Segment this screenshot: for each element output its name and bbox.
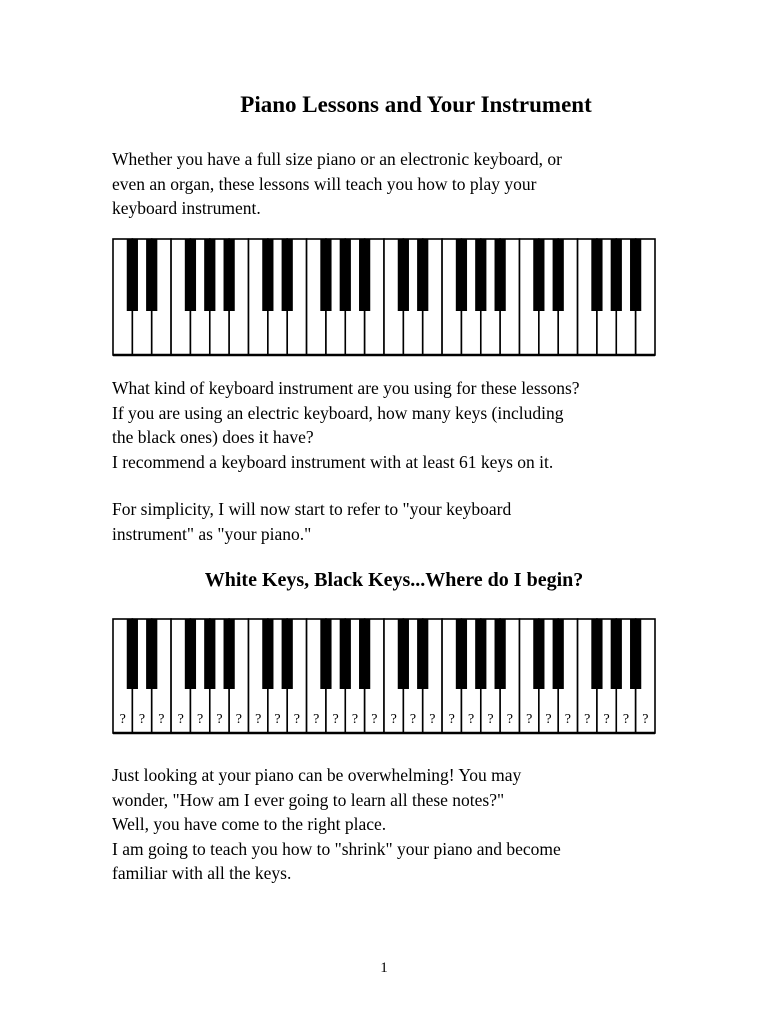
simplicity-line: instrument" as "your piano." — [112, 523, 312, 544]
white-key-label: ? — [216, 712, 223, 727]
black-key — [282, 619, 293, 689]
black-key — [475, 619, 486, 689]
page-title: Piano Lessons and Your Instrument — [240, 92, 592, 117]
black-key — [185, 239, 196, 311]
white-key-label: ? — [371, 712, 378, 727]
black-key — [262, 619, 273, 689]
white-key-label: ? — [351, 712, 359, 727]
white-key-label: ? — [642, 712, 649, 727]
black-key — [475, 239, 486, 311]
black-key — [591, 239, 602, 311]
intro-line: keyboard instrument. — [112, 198, 261, 218]
black-key — [495, 239, 506, 311]
closing-line: I am going to teach you how to "shrink" your piano and become — [112, 838, 561, 859]
white-key-label: ? — [506, 712, 513, 727]
closing-line: Just looking at your piano can be overwhelming! You may — [112, 765, 522, 785]
white-key-label: ? — [196, 712, 204, 727]
simplicity-line: For simplicity, I will now start to refer to "your keyboard — [112, 499, 512, 519]
black-key — [204, 239, 215, 311]
black-key — [417, 239, 428, 311]
black-key — [417, 619, 428, 689]
black-key — [533, 239, 544, 311]
white-key-label: ? — [409, 712, 417, 727]
white-key-label: ? — [255, 712, 262, 727]
piano-keyboard-illustration — [112, 238, 656, 358]
black-key — [591, 619, 602, 689]
black-key — [146, 239, 157, 311]
black-key — [553, 239, 564, 311]
white-key-label: ? — [545, 712, 552, 727]
black-key — [495, 619, 506, 689]
black-key — [398, 619, 409, 689]
question-paragraph — [112, 376, 692, 474]
simplicity-paragraph — [112, 497, 692, 546]
black-key — [398, 239, 409, 311]
black-key — [127, 239, 138, 311]
white-key-label: ? — [467, 712, 475, 727]
black-key — [553, 619, 564, 689]
white-key-label: ? — [158, 712, 165, 727]
closing-line: wonder, "How am I ever going to learn all these notes?" — [112, 789, 505, 810]
white-key-label: ? — [313, 712, 320, 727]
black-key — [533, 619, 544, 689]
black-key — [224, 619, 235, 689]
closing-paragraph — [112, 763, 692, 886]
intro-line: even an organ, these lessons will teach you how to play your — [112, 173, 537, 194]
white-key-label: ? — [487, 712, 494, 727]
black-key — [320, 619, 331, 689]
piano-keyboard-labeled-illustration — [112, 618, 656, 736]
black-key — [611, 619, 622, 689]
intro-line: Whether you have a full size piano or an electronic keyboard, or — [112, 149, 562, 169]
white-key-label: ? — [564, 712, 572, 727]
black-key — [340, 619, 351, 689]
white-key-label: ? — [584, 712, 591, 727]
black-key — [359, 619, 370, 689]
black-key — [282, 239, 293, 311]
black-key — [611, 239, 622, 311]
white-key-label: ? — [526, 712, 533, 727]
black-key — [204, 619, 215, 689]
white-key-label: ? — [119, 712, 126, 727]
section-heading: White Keys, Black Keys...Where do I begin? — [204, 569, 584, 591]
question-line: What kind of keyboard instrument are you using for these lessons? — [112, 378, 580, 398]
question-line: the black ones) does it have? — [112, 427, 314, 447]
white-key-label: ? — [274, 712, 281, 727]
black-key — [359, 239, 370, 311]
white-key-label: ? — [332, 712, 339, 727]
black-key — [456, 619, 467, 689]
black-key — [262, 239, 273, 311]
white-key-label: ? — [448, 712, 455, 727]
white-key-label: ? — [293, 712, 301, 727]
black-key — [127, 619, 138, 689]
white-key-label: ? — [622, 712, 630, 727]
closing-line: Well, you have come to the right place. — [112, 814, 387, 834]
question-line: I recommend a keyboard instrument with at least 61 keys on it. — [112, 451, 554, 472]
black-key — [456, 239, 467, 311]
closing-line: familiar with all the keys. — [112, 863, 292, 883]
black-key — [320, 239, 331, 311]
white-key-label: ? — [138, 712, 146, 727]
question-line: If you are using an electric keyboard, how many keys (including — [112, 402, 564, 423]
page-number: 1 — [380, 960, 388, 976]
black-key — [630, 619, 641, 689]
white-key-label: ? — [177, 712, 184, 727]
black-key — [340, 239, 351, 311]
black-key — [146, 619, 157, 689]
black-key — [224, 239, 235, 311]
white-key-label: ? — [390, 712, 397, 727]
black-key — [185, 619, 196, 689]
white-key-label: ? — [429, 712, 436, 727]
white-key-label: ? — [603, 712, 610, 727]
white-key-label: ? — [235, 712, 242, 727]
black-key — [630, 239, 641, 311]
intro-paragraph — [112, 147, 692, 221]
